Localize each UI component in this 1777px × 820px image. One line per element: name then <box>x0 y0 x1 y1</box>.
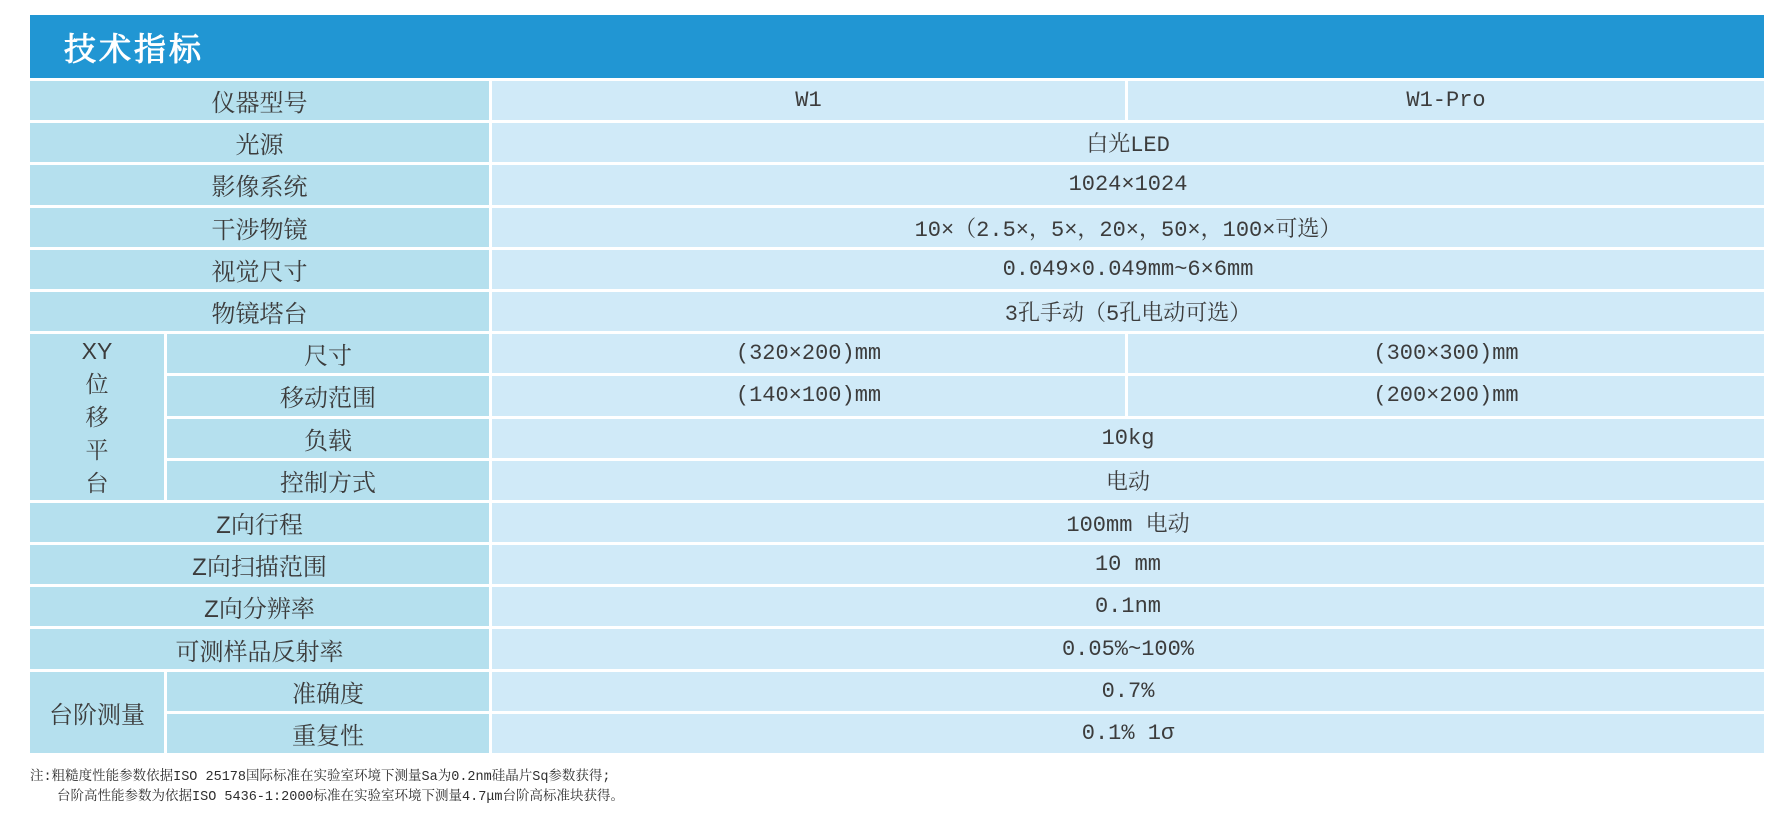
spec-grid <box>30 81 1764 753</box>
spec-table <box>30 15 1764 753</box>
value-xy-travel-w1pro: (200×200)mm <box>1128 376 1764 415</box>
table-header <box>30 15 1764 78</box>
label-interference-objective: 干涉物镜 <box>30 208 489 247</box>
label-instrument-model: 仪器型号 <box>30 81 489 120</box>
table-title: 技术指标 <box>64 30 205 67</box>
xy-stage-line: 平 <box>85 436 109 463</box>
xy-stage-line: XY <box>81 337 113 364</box>
value-objective-turret: 3孔手动（5孔电动可选） <box>492 292 1764 331</box>
value-light-source: 白光LED <box>492 123 1764 162</box>
value-instrument-model-w1: W1 <box>492 81 1125 120</box>
label-z-resolution: Z向分辨率 <box>30 587 489 626</box>
label-xy-load: 负载 <box>167 419 489 458</box>
xy-stage-line: 位 <box>85 370 109 397</box>
value-interference-objective: 10×（2.5×，5×，20×，50×，100×可选） <box>492 208 1764 247</box>
label-objective-turret: 物镜塔台 <box>30 292 489 331</box>
step-measurement-group-label: 台阶测量 <box>30 672 164 753</box>
value-instrument-model-w1pro: W1-Pro <box>1128 81 1764 120</box>
label-xy-control: 控制方式 <box>167 461 489 500</box>
label-imaging-system: 影像系统 <box>30 165 489 204</box>
label-step-accuracy: 准确度 <box>167 672 489 711</box>
label-light-source: 光源 <box>30 123 489 162</box>
footnote-line-1: 注:粗糙度性能参数依据ISO 25178国际标准在实验室环境下测量Sa为0.2nm硅晶片Sq参数获得; <box>30 770 611 785</box>
footnote-line-2: 台阶高性能参数为依据ISO 5436-1:2000标准在实验室环境下测量4.7μm台阶高标准块获得。 <box>57 790 625 805</box>
value-xy-load: 10kg <box>492 419 1764 458</box>
label-z-travel: Z向行程 <box>30 503 489 542</box>
label-field-of-view: 视觉尺寸 <box>30 250 489 289</box>
label-sample-reflectivity: 可测样品反射率 <box>30 629 489 668</box>
label-step-repeatability: 重复性 <box>167 714 489 753</box>
value-xy-size-w1: (320×200)mm <box>492 334 1125 373</box>
value-z-travel: 100mm 电动 <box>492 503 1764 542</box>
value-z-resolution: 0.1nm <box>492 587 1764 626</box>
value-field-of-view: 0.049×0.049mm~6×6mm <box>492 250 1764 289</box>
value-xy-travel-w1: (140×100)mm <box>492 376 1125 415</box>
label-z-scan-range: Z向扫描范围 <box>30 545 489 584</box>
value-z-scan-range: 10 mm <box>492 545 1764 584</box>
value-imaging-system: 1024×1024 <box>492 165 1764 204</box>
label-xy-travel: 移动范围 <box>167 376 489 415</box>
footnote <box>30 768 624 808</box>
value-step-repeatability: 0.1% 1σ <box>492 714 1764 753</box>
xy-stage-line: 移 <box>85 403 109 430</box>
value-xy-size-w1pro: (300×300)mm <box>1128 334 1764 373</box>
value-step-accuracy: 0.7% <box>492 672 1764 711</box>
xy-stage-group-label <box>30 334 164 500</box>
value-xy-control: 电动 <box>492 461 1764 500</box>
label-xy-size: 尺寸 <box>167 334 489 373</box>
value-sample-reflectivity: 0.05%~100% <box>492 629 1764 668</box>
xy-stage-line: 台 <box>85 469 109 496</box>
